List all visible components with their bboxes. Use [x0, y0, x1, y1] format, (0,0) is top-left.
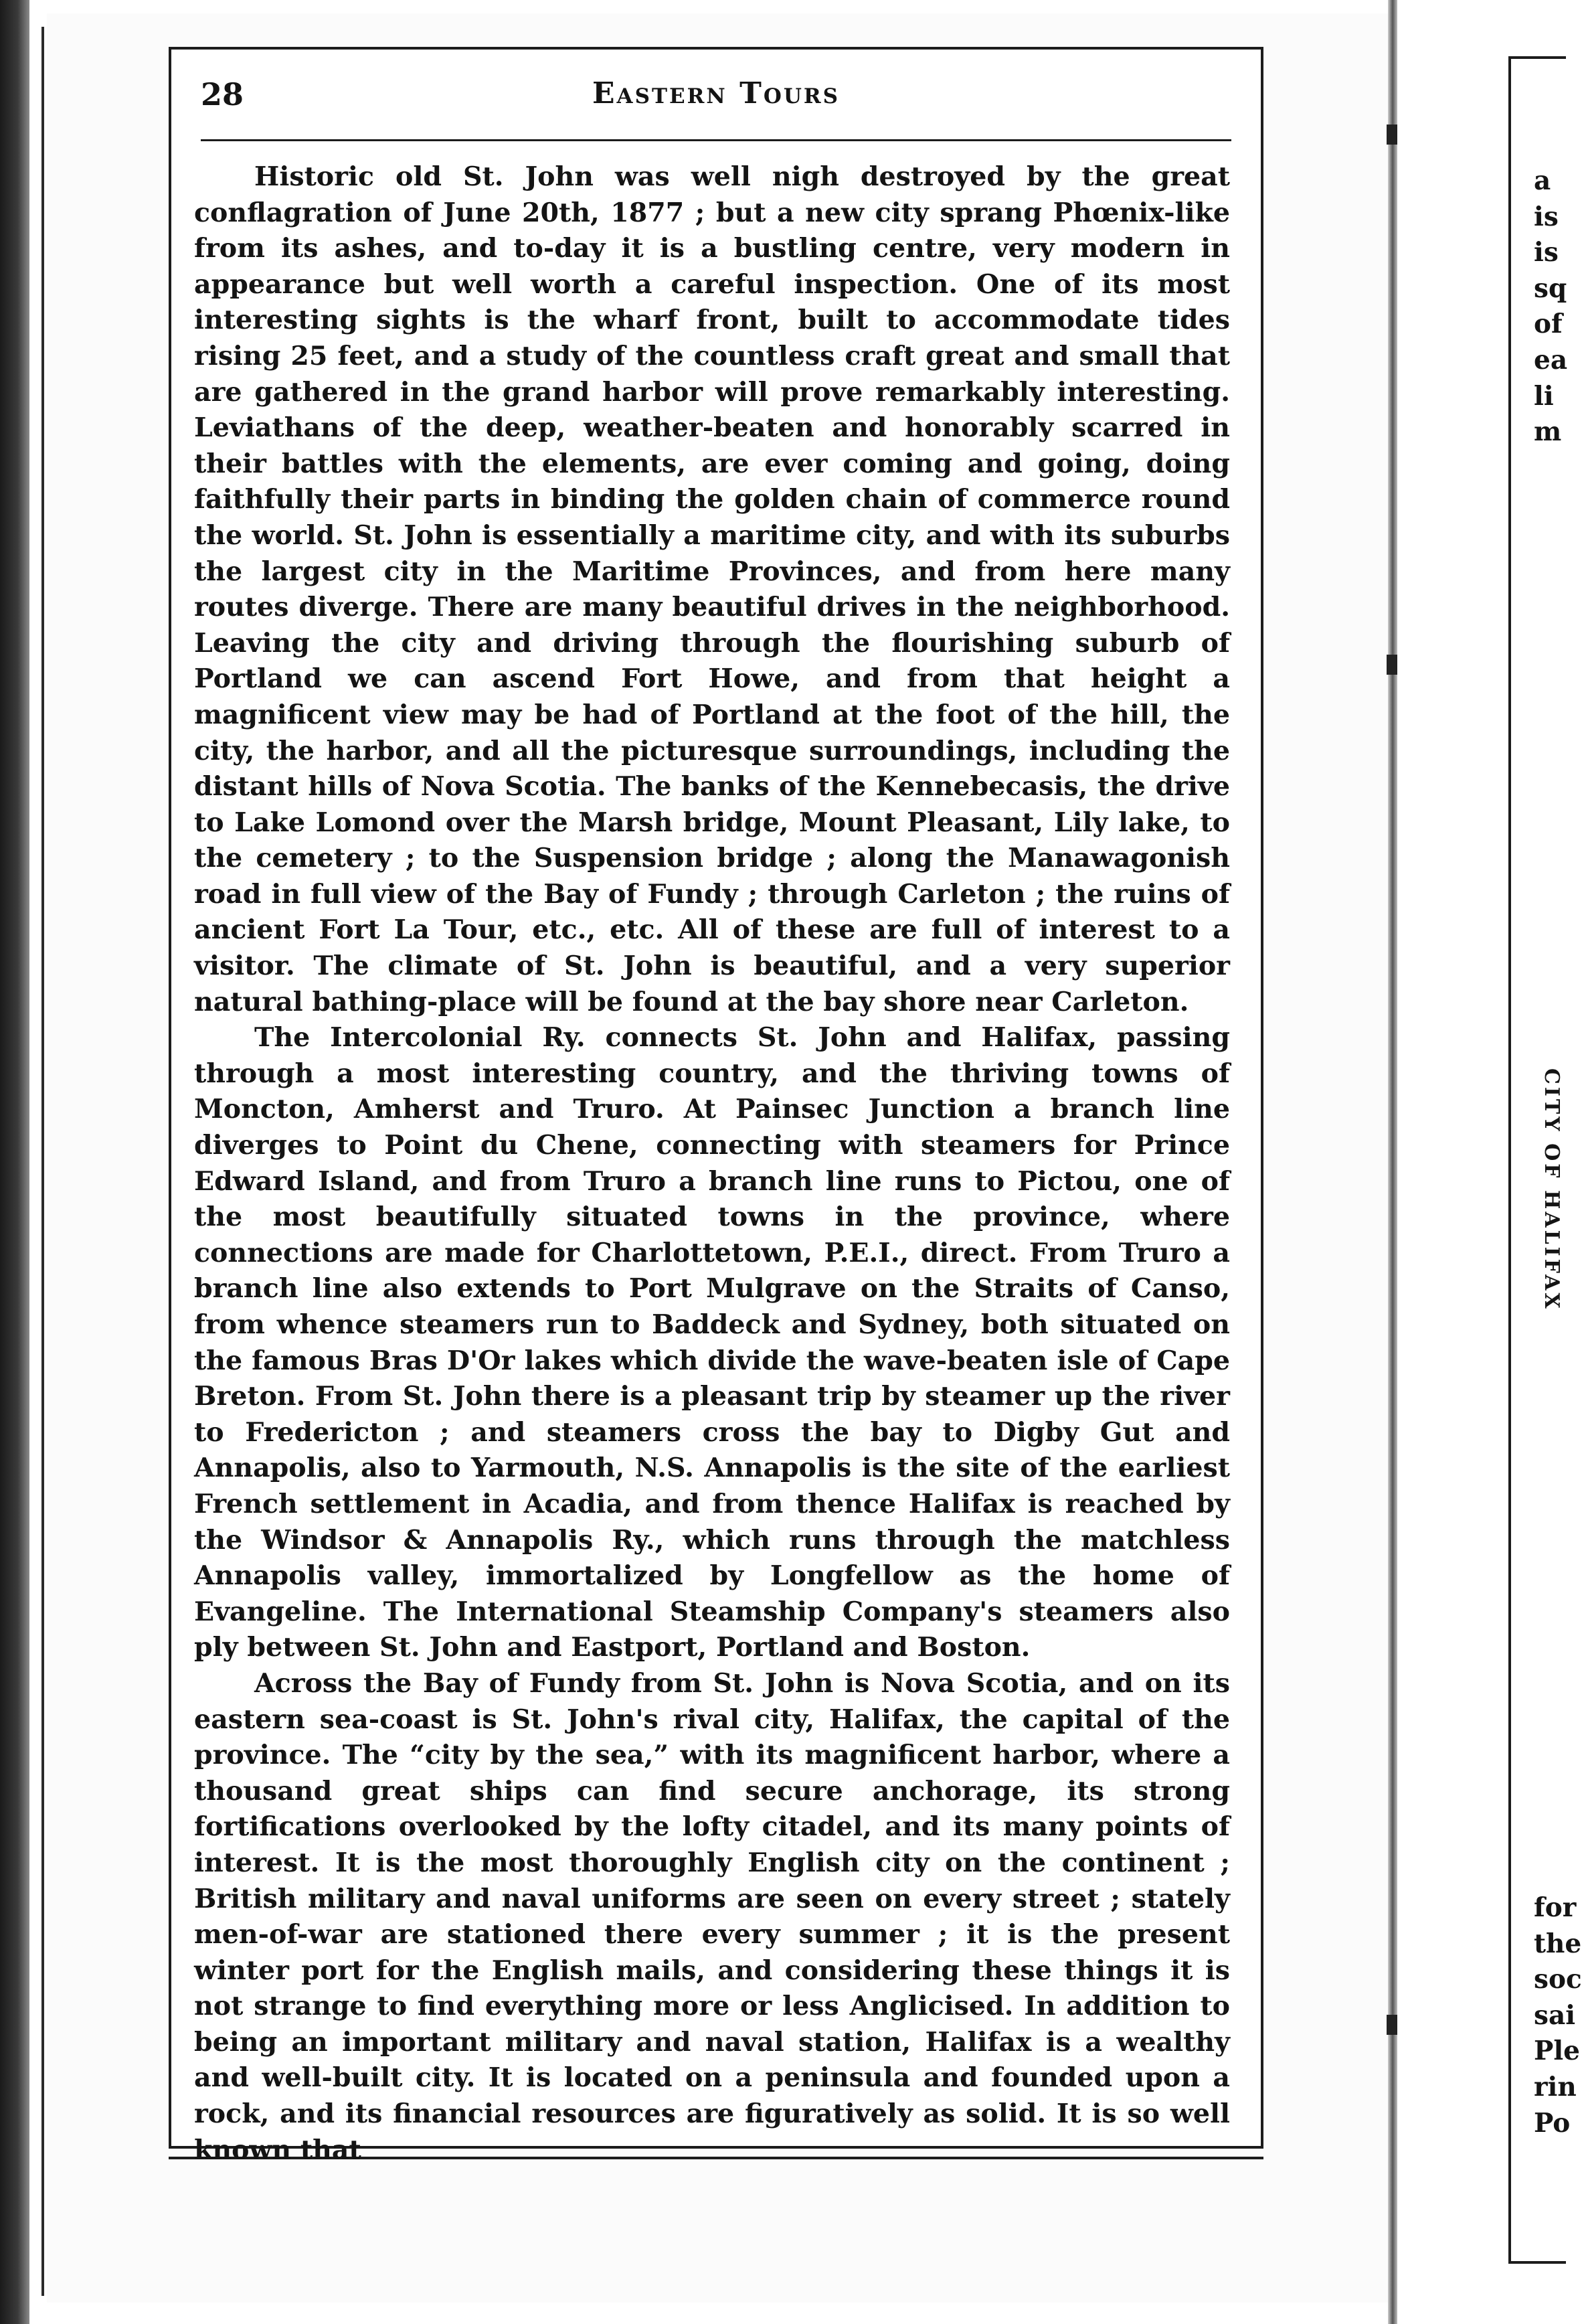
gutter-mark	[1387, 124, 1397, 145]
paragraph-intercolonial: The Intercolonial Ry. connects St. John and Halifax, passing through a most interesting country, and the thriving towns of Moncton, Amherst and Truro. At Painsec Junction a branch line diverges to Point du Chene, connecting with steamers for Prince Edward Island, and from Truro a branch line runs to Pictou, one of the most beautifully situated towns in the province, where connections are made for Charlottetown, P.E.I., direct. From Truro a branch line also extends to Port Mulgrave on the Straits of Canso, from whence steamers run to Baddeck and Sydney, both situated on the famous Bras D'Or lakes which divide the wave-beaten isle of Cape Breton. From St. John there is a pleasant trip by steamer up the river to Fredericton ; and steamers cross the bay to Digby Gut and Annapolis, also to Yarmouth, N.S. Annapolis is the site of the earliest French settlement in Acadia, and from thence Halifax is reached by the Windsor & Annapolis Ry., which runs through the matchless Annapolis valley, immortalized by Longfellow as the home of Evangeline. The International Steamship Company's steamers also ply between St. John and Eastport, Portland and Boston.	[194, 1022, 1230, 1663]
gutter-mark	[1387, 655, 1397, 675]
facing-page-side-caption: CITY OF HALIFAX	[1540, 1068, 1563, 1311]
paragraph-st-john: Historic old St. John was well nigh destroyed by the great conflagration of June 20th, 1877 ; but a new city sprang Phœnix-like from its ashes, and to-day it is a bustling centre, very modern in appearance but well worth a careful inspection. One of its most interesting sights is the wharf front, built to accommodate tides rising 25 feet, and a study of the countless craft great and small that are gathered in the grand harbor will prove remarkably interesting. Leviathans of the deep, weather-beaten and honorably scarred in their battles with the elements, are ever coming and going, doing faithfully their parts in binding the golden chain of commerce round the world. St. John is essentially a maritime city, and with its suburbs the largest city in the Maritime Provinces, and from here many routes diverge. There are many beautiful drives in the neighborhood. Leaving the city and driving through the flourishing suburb of Portland we can ascend Fort Howe, and from that height a magnificent view may be had of Portland at the foot of the hill, the city, the harbor, and all the picturesque surroundings, including the distant hills of Nova Scotia. The banks of the Kennebecasis, the drive to Lake Lomond over the Marsh bridge, Mount Pleasant, Lily lake, to the cemetery ; to the Suspension bridge ; along the Manawagonish road in full view of the Bay of Fundy ; through Carleton ; the ruins of ancient Fort La Tour, etc., etc. All of these are full of interest to a visitor. The climate of St. John is beautiful, and a very superior natural bathing-place will be found at the bay shore near Carleton.	[194, 161, 1230, 1017]
facing-page-text-bottom: for the soc sai Ple rin Po	[1534, 1892, 1582, 2139]
binding-edge-line	[41, 27, 44, 2296]
paragraph-halifax: Across the Bay of Fundy from St. John is Nova Scotia, and on its eastern sea-coast is St. John's rival city, Halifax, the capital of the province. The “city by the sea,” with its magnificent harbor, where a thousand great ships can find secure anchorage, its strong fortifications overlooked by the lofty citadel, and its many points of interest. It is the most thoroughly English city on the continent ; British military and naval uniforms are seen on every street ; stately men-of-war are stationed there every summer ; it is the present winter port for the English mails, and considering these things it is not strange to find everything more or less Anglicised. In addition to being an important military and naval station, Halifax is a wealthy and well-built city. It is located on a peninsula and founded upon a rock, and its financial resources are figuratively as solid. It is so well known that	[194, 1667, 1230, 2165]
page-header	[201, 76, 1231, 130]
running-head: Eastern Tours	[592, 76, 841, 110]
facing-page-text-top: a is is sq of ea li m	[1534, 165, 1568, 448]
page-fold-shadow	[1388, 0, 1397, 2324]
binding-gutter	[0, 0, 29, 2324]
gutter-mark	[1387, 2015, 1397, 2035]
header-rule	[201, 139, 1231, 141]
body-text	[194, 159, 1230, 2168]
page-number: 28	[201, 76, 244, 112]
